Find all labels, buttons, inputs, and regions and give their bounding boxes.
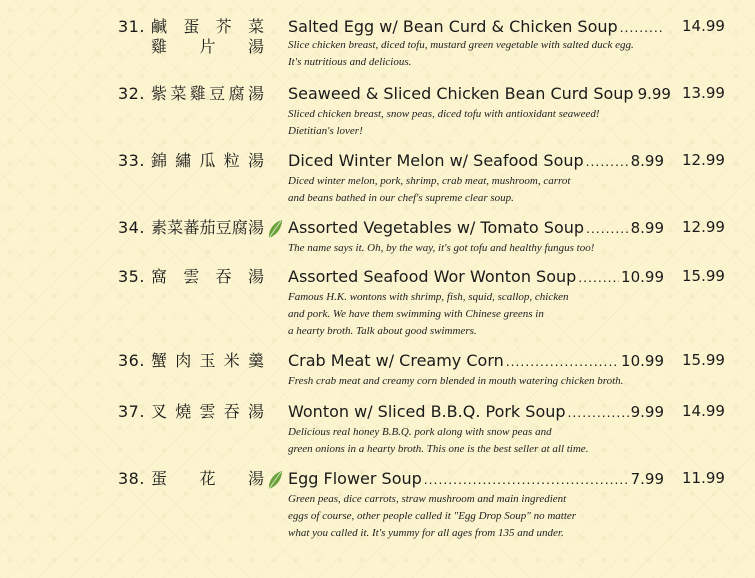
large-price: 13.99 bbox=[682, 84, 725, 102]
description-line: Dietitian's lover! bbox=[288, 125, 363, 137]
description-line: Delicious real honey B.B.Q. pork along with snow peas and bbox=[288, 426, 552, 438]
chinese-char: 湯 bbox=[247, 402, 264, 421]
chinese-char: 雞 bbox=[189, 84, 206, 103]
title-row bbox=[288, 469, 664, 488]
chinese-char: 米 bbox=[223, 351, 240, 370]
dot-leader bbox=[578, 269, 619, 285]
small-price: 8.99 bbox=[630, 219, 664, 237]
chinese-name-chars bbox=[151, 218, 264, 238]
chinese-char: 湯 bbox=[247, 469, 264, 488]
chinese-char: 豆 bbox=[215, 218, 232, 237]
description-line: a hearty broth. Talk about good swimmers. bbox=[288, 325, 477, 337]
description-line: Famous H.K. wontons with shrimp, fish, squid, scallop, chicken bbox=[288, 291, 569, 303]
chinese-char: 蕃 bbox=[183, 218, 200, 237]
dish-description bbox=[288, 106, 688, 140]
dot-leader bbox=[568, 404, 629, 420]
small-price: 9.99 bbox=[630, 403, 664, 421]
dish-description bbox=[288, 373, 688, 390]
chinese-name bbox=[151, 151, 264, 171]
description-line: green onions in a hearty broth. This one is the best seller at all time. bbox=[288, 443, 589, 455]
chinese-name-chars bbox=[151, 351, 264, 371]
chinese-char: 花 bbox=[199, 469, 216, 488]
item-number: 35. bbox=[118, 267, 145, 286]
large-price: 14.99 bbox=[682, 17, 725, 35]
description-line: eggs of course, other people called it "Egg Drop Soup" no matter bbox=[288, 510, 577, 522]
large-price: 12.99 bbox=[682, 218, 725, 236]
chinese-char: 吞 bbox=[215, 267, 232, 286]
chinese-name-chars bbox=[151, 402, 264, 422]
chinese-name-line: 鹹 蛋 芥 菜 bbox=[151, 17, 264, 36]
chinese-char: 湯 bbox=[247, 218, 264, 237]
chinese-char: 錦 bbox=[151, 151, 168, 170]
chinese-name-chars bbox=[151, 469, 264, 489]
small-price: 8.99 bbox=[630, 152, 664, 170]
dish-description bbox=[288, 424, 688, 458]
dish-name: Egg Flower Soup bbox=[288, 469, 422, 488]
dish-description bbox=[288, 37, 688, 71]
small-price: 9.99 bbox=[637, 85, 671, 103]
chinese-name-chars bbox=[151, 84, 264, 104]
description-line: The name says it. Oh, by the way, it's got tofu and healthy fungus too! bbox=[288, 242, 595, 254]
chinese-char: 繡 bbox=[175, 151, 192, 170]
item-number: 34. bbox=[118, 218, 145, 237]
chinese-name-chars bbox=[151, 267, 264, 287]
description-line: what you called it. It's yummy for all ages from 135 and under. bbox=[288, 527, 564, 539]
vegetarian-leaf-icon bbox=[266, 470, 284, 490]
dish-name: Salted Egg w/ Bean Curd & Chicken Soup bbox=[288, 17, 618, 36]
dish-name: Wonton w/ Sliced B.B.Q. Pork Soup bbox=[288, 402, 566, 421]
chinese-char: 吞 bbox=[223, 402, 240, 421]
chinese-char: 茄 bbox=[199, 218, 216, 237]
title-row bbox=[288, 267, 664, 286]
description-line: Slice chicken breast, diced tofu, mustard green vegetable with salted duck egg. bbox=[288, 39, 634, 51]
dish-name: Crab Meat w/ Creamy Corn bbox=[288, 351, 504, 370]
large-price: 15.99 bbox=[682, 267, 725, 285]
dish-name: Assorted Seafood Wor Wonton Soup bbox=[288, 267, 577, 286]
chinese-char: 湯 bbox=[247, 267, 264, 286]
description-line: Fresh crab meat and creamy corn blended in mouth watering chicken broth. bbox=[288, 375, 624, 387]
description-line: and beans bathed in our chef's supreme clear soup. bbox=[288, 192, 514, 204]
chinese-name-chars bbox=[151, 151, 264, 171]
title-row bbox=[288, 84, 671, 103]
item-number: 36. bbox=[118, 351, 145, 370]
description-line: Sliced chicken breast, snow peas, diced tofu with antioxidant seaweed! bbox=[288, 108, 600, 120]
chinese-char: 蛋 bbox=[151, 469, 168, 488]
chinese-char: 豆 bbox=[209, 84, 226, 103]
title-row bbox=[288, 218, 664, 237]
chinese-char: 燒 bbox=[175, 402, 192, 421]
large-price: 12.99 bbox=[682, 151, 725, 169]
dish-name: Assorted Vegetables w/ Tomato Soup bbox=[288, 218, 585, 237]
chinese-name bbox=[151, 469, 264, 489]
item-number: 38. bbox=[118, 469, 145, 488]
dish-description bbox=[288, 491, 688, 542]
small-price: 10.99 bbox=[621, 268, 664, 286]
chinese-name-line: 雞 片 湯 bbox=[151, 37, 264, 56]
chinese-char: 菜 bbox=[167, 218, 184, 237]
large-price: 14.99 bbox=[682, 402, 725, 420]
chinese-name bbox=[151, 17, 264, 57]
chinese-char: 腐 bbox=[228, 84, 245, 103]
title-row bbox=[288, 17, 664, 36]
chinese-name bbox=[151, 402, 264, 422]
chinese-char: 瓜 bbox=[199, 151, 216, 170]
dish-name: Seaweed & Sliced Chicken Bean Curd Soup bbox=[288, 84, 634, 103]
chinese-char: 菜 bbox=[170, 84, 187, 103]
chinese-char: 雲 bbox=[199, 402, 216, 421]
chinese-char: 肉 bbox=[175, 351, 192, 370]
large-price: 15.99 bbox=[682, 351, 725, 369]
chinese-char: 羹 bbox=[247, 351, 264, 370]
small-price: 7.99 bbox=[630, 470, 664, 488]
title-row bbox=[288, 402, 664, 421]
large-price: 11.99 bbox=[682, 469, 725, 487]
chinese-name bbox=[151, 218, 264, 238]
description-line: and pork. We have them swimming with Chinese greens in bbox=[288, 308, 544, 320]
chinese-char: 湯 bbox=[247, 84, 264, 103]
chinese-char: 叉 bbox=[151, 402, 168, 421]
item-number: 32. bbox=[118, 84, 145, 103]
item-number: 33. bbox=[118, 151, 145, 170]
item-number: 37. bbox=[118, 402, 145, 421]
chinese-char: 湯 bbox=[247, 151, 264, 170]
small-price: 10.99 bbox=[621, 352, 664, 370]
chinese-char: 素 bbox=[151, 218, 168, 237]
title-row bbox=[288, 151, 664, 170]
chinese-name bbox=[151, 267, 264, 287]
chinese-name bbox=[151, 84, 264, 104]
dish-description bbox=[288, 240, 688, 257]
dish-description bbox=[288, 289, 688, 340]
chinese-name bbox=[151, 351, 264, 371]
item-number: 31. bbox=[118, 17, 145, 36]
vegetarian-leaf-icon bbox=[266, 219, 284, 239]
chinese-char: 雲 bbox=[183, 267, 200, 286]
chinese-char: 紫 bbox=[151, 84, 168, 103]
chinese-char: 粒 bbox=[223, 151, 240, 170]
dot-leader bbox=[424, 471, 629, 487]
dot-leader bbox=[586, 153, 629, 169]
dot-leader bbox=[586, 220, 629, 236]
description-line: It's nutritious and delicious. bbox=[288, 56, 412, 68]
title-row bbox=[288, 351, 664, 370]
description-line: Diced winter melon, pork, shrimp, crab meat, mushroom, carrot bbox=[288, 175, 571, 187]
dot-leader bbox=[620, 19, 662, 35]
description-line: Green peas, dice carrots, straw mushroom and main ingredient bbox=[288, 493, 567, 505]
dot-leader bbox=[506, 353, 619, 369]
dish-name: Diced Winter Melon w/ Seafood Soup bbox=[288, 151, 584, 170]
chinese-char: 玉 bbox=[199, 351, 216, 370]
chinese-char: 蟹 bbox=[151, 351, 168, 370]
chinese-char: 腐 bbox=[231, 218, 248, 237]
dish-description bbox=[288, 173, 688, 207]
chinese-char: 窩 bbox=[151, 267, 168, 286]
